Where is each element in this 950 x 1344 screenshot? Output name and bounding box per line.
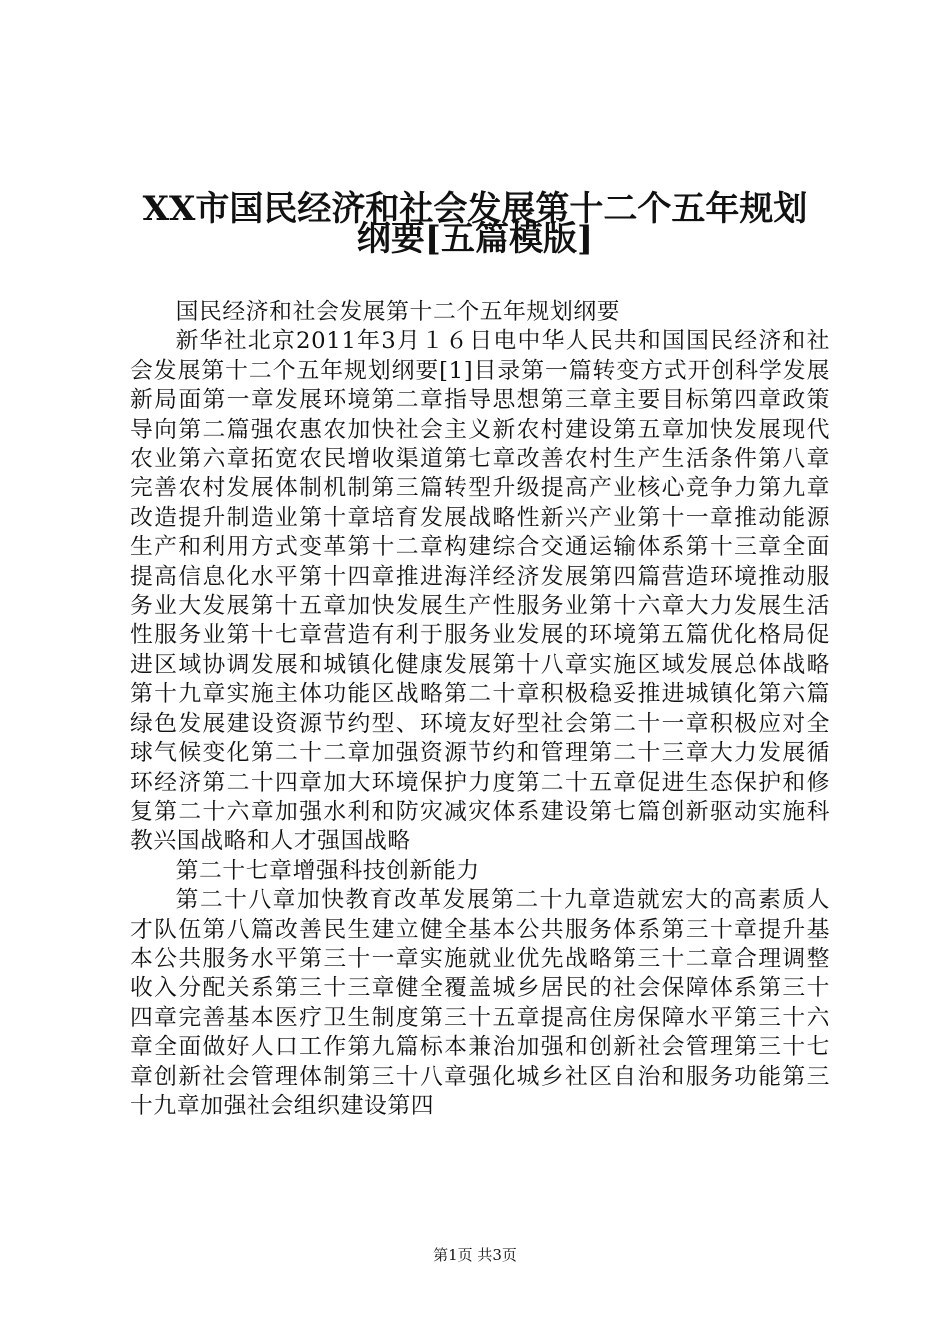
document-title-line1: XX市国民经济和社会发展第十二个五年规划	[142, 189, 808, 229]
page-footer: 第1页 共3页	[433, 1246, 517, 1264]
paragraph: 第二十七章增强科技创新能力	[175, 857, 480, 884]
paragraph: 国民经济和社会发展第十二个五年规划纲要	[175, 299, 621, 325]
paragraph: 新华社北京2011年3月１６日电中华人民共和国国民经济和社会发展第十二个五年规划纲要[1]目录第一篇转变方式开创科学发展新局面第一章发展环境第二章指导思想第三章主要目标第四章政策导向第二篇强农惠农加快社会主义新农村建设第五章加快发展现代农业第六章拓宽农民增收渠道第七章改善农村生产生活条件第八章完善农村发展体制机制第三篇转型升级提高产业核心竞争力第九章改造提升制造业第十章培育发展战略性新兴产业第十一章推动能源生产和利用方式变革第十二章构建综合交通运输体系第十三章全面提高信息化水平第十四章推进海洋经济发展第四篇营造环境推动服务业大发展第十五章加快发展生产性服务业第十六章大力发展生活性服务业第十七章营造有利于服务业发展的环境第五篇优化格局促进区域协调发展和城镇化健康发展第十八章实施区域发展总体战略第十九章实施主体功能区战略第二十章积极稳妥推进城镇化第六篇绿色发展建设资源节约型、环境友好型社会第二十一章积极应对全球气候变化第二十二章加强资源节约和管理第二十三章大力发展循环经济第二十四章加大环境保护力度第二十五章促进生态保护和修复第二十六章加强水利和防灾减灾体系建设第七篇创新驱动实施科教兴国战略和人才强国战略	[130, 328, 830, 855]
paragraph: 第二十八章加快教育改革发展第二十九章造就宏大的高素质人才队伍第八篇改善民生建立健全基本公共服务体系第三十章提升基本公共服务水平第三十一章实施就业优先战略第三十二章合理调整收入分配关系第三十三章健全覆盖城乡居民的社会保障体系第三十四章完善基本医疗卫生制度第三十五章提高住房保障水平第三十六章全面做好人口工作第九篇标本兼治加强和创新社会管理第三十七章创新社会管理体制第三十八章强化城乡社区自治和服务功能第三十九章加强社会组织建设第四	[130, 887, 830, 1119]
document-title-line2: 纲要[五篇模版]	[356, 219, 594, 259]
document-body	[130, 298, 830, 1121]
